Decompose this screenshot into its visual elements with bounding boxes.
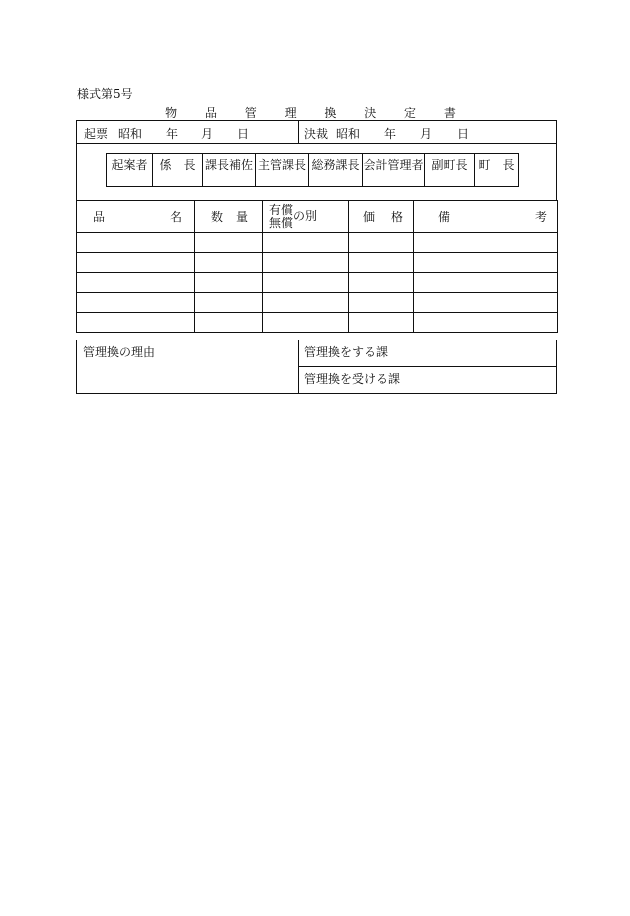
stamp-label: 総務課長 — [311, 158, 360, 172]
kessai-era: 昭和 — [336, 127, 361, 141]
header-text: 価 — [363, 210, 376, 224]
header-item-name — [77, 201, 195, 233]
stamp-kaikei-kanrisha[interactable] — [363, 154, 425, 186]
table-cell[interactable] — [195, 313, 263, 333]
table-cell[interactable] — [414, 273, 558, 293]
table-cell[interactable] — [414, 313, 558, 333]
table-cell[interactable] — [263, 253, 349, 273]
table-cell[interactable] — [414, 253, 558, 273]
header-text: の別 — [293, 209, 318, 223]
kihyo-era: 昭和 — [118, 127, 143, 141]
kihyo-label: 起票 — [84, 127, 109, 141]
table-cell[interactable] — [77, 233, 195, 253]
footer-divider — [298, 340, 299, 394]
table-cell[interactable] — [77, 293, 195, 313]
table-cell[interactable] — [349, 313, 414, 333]
header-text: 有償 — [269, 202, 294, 217]
reason-label[interactable]: 管理換の理由 — [83, 345, 156, 359]
header-text: 名 — [169, 210, 182, 224]
footer-right-divider — [298, 366, 557, 367]
stamp-label: 係 長 — [159, 158, 196, 172]
items-table — [76, 200, 558, 333]
kessai-day[interactable]: 日 — [457, 127, 470, 141]
table-cell[interactable] — [414, 233, 558, 253]
table-row — [77, 233, 558, 253]
header-price — [349, 201, 414, 233]
table-cell[interactable] — [77, 273, 195, 293]
header-text: 量 — [235, 210, 248, 224]
stamp-label: 起案者 — [111, 158, 148, 172]
table-cell[interactable] — [195, 293, 263, 313]
stamp-label: 町 長 — [478, 158, 515, 172]
table-cell[interactable] — [414, 293, 558, 313]
from-dept-label[interactable]: 管理換をする課 — [304, 345, 389, 359]
table-row — [77, 313, 558, 333]
header-quantity — [195, 201, 263, 233]
header-text: 無償 — [269, 215, 294, 230]
form-number: 様式第5号 — [77, 87, 133, 101]
stamp-label: 課長補佐 — [204, 158, 253, 172]
to-dept-label[interactable]: 管理換を受ける課 — [304, 372, 401, 386]
header-paid-unpaid — [263, 201, 349, 233]
header-text: 数 — [211, 210, 224, 224]
date-row-divider — [298, 120, 299, 144]
table-cell[interactable] — [195, 253, 263, 273]
table-row — [77, 293, 558, 313]
table-cell[interactable] — [349, 253, 414, 273]
table-cell[interactable] — [349, 233, 414, 253]
stamp-label: 副町長 — [431, 158, 468, 172]
table-cell[interactable] — [263, 293, 349, 313]
kihyo-year[interactable]: 年 — [166, 127, 179, 141]
kihyo-month[interactable]: 月 — [201, 127, 214, 141]
stamp-kacho-hosa[interactable] — [203, 154, 256, 186]
stamp-label: 主管課長 — [257, 158, 306, 172]
header-text: 考 — [534, 210, 547, 224]
stamp-kianshya[interactable] — [107, 154, 153, 186]
kessai-year[interactable]: 年 — [384, 127, 397, 141]
stamp-fukucho[interactable] — [425, 154, 475, 186]
document-title: 物 品 管 理 換 決 定 書 — [165, 106, 468, 120]
table-cell[interactable] — [349, 273, 414, 293]
table-row — [77, 253, 558, 273]
header-text: 格 — [390, 210, 403, 224]
table-cell[interactable] — [263, 233, 349, 253]
table-header-row — [77, 201, 558, 233]
stamp-chocho[interactable] — [475, 154, 519, 186]
header-remarks — [414, 201, 558, 233]
stamp-label: 会計管理者 — [363, 158, 424, 172]
stamp-somu-kacho[interactable] — [309, 154, 363, 186]
stamp-kakaricho[interactable] — [153, 154, 203, 186]
header-text: 品 — [93, 210, 106, 224]
kessai-label: 決裁 — [304, 127, 329, 141]
table-cell[interactable] — [77, 253, 195, 273]
table-cell[interactable] — [77, 313, 195, 333]
table-cell[interactable] — [263, 313, 349, 333]
header-text: 備 — [438, 210, 451, 224]
kessai-month[interactable]: 月 — [420, 127, 433, 141]
table-cell[interactable] — [349, 293, 414, 313]
table-cell[interactable] — [195, 233, 263, 253]
table-row — [77, 273, 558, 293]
table-cell[interactable] — [195, 273, 263, 293]
approval-stamps — [106, 153, 519, 187]
stamp-shukan-kacho[interactable] — [256, 154, 309, 186]
kihyo-day[interactable]: 日 — [237, 127, 250, 141]
table-cell[interactable] — [263, 273, 349, 293]
